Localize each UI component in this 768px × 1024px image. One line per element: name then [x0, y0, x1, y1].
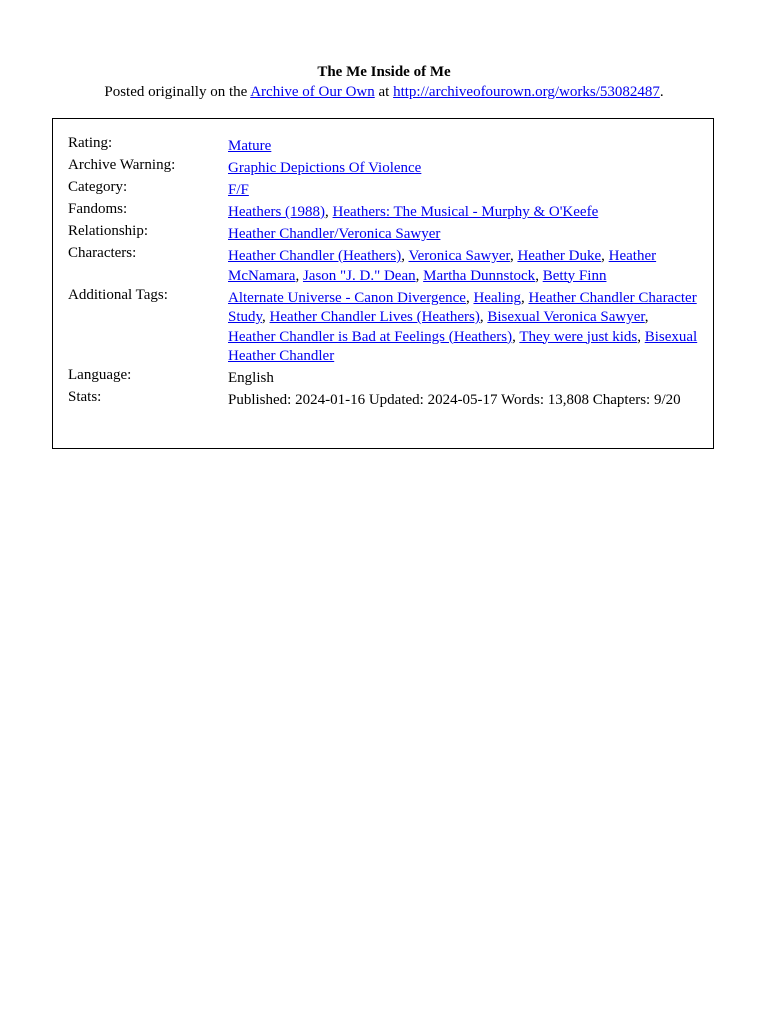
meta-row-tags: [68, 289, 698, 370]
meta-tag-link[interactable]: Martha Dunnstock: [423, 267, 536, 284]
meta-label: Characters:: [68, 245, 137, 261]
meta-label: Fandoms:: [68, 201, 128, 217]
meta-tag-link[interactable]: Heather McNamara: [228, 248, 657, 284]
meta-row-category: [68, 181, 698, 203]
meta-value-fandoms: Heathers (1988), Heathers: The Musical - Murphy & O'Keefe: [228, 204, 599, 220]
meta-value-stats: Published: 2024-01-16 Updated: 2024-05-17 Words: 13,808 Chapters: 9/20: [228, 392, 681, 408]
meta-tag-link[interactable]: Heather Duke: [517, 248, 602, 264]
meta-label: Rating:: [68, 135, 113, 151]
posted-middle: at: [374, 84, 394, 100]
meta-tag-link[interactable]: Bisexual Heather Chandler: [228, 328, 698, 364]
meta-tag-link[interactable]: F/F: [228, 182, 249, 198]
meta-row-relationship: [68, 225, 698, 247]
meta-value-category: [228, 181, 698, 203]
meta-tag-link[interactable]: Heather Chandler is Bad at Feelings (Heathers): [228, 328, 513, 345]
meta-row-language: [68, 369, 698, 391]
meta-row-characters: [68, 247, 698, 289]
meta-tag-link[interactable]: Mature: [228, 138, 272, 154]
meta-tag-link[interactable]: Heather Chandler/Veronica Sawyer: [228, 226, 441, 242]
meta-label: Language:: [68, 367, 132, 383]
meta-tag-link[interactable]: Heather Chandler Character Study: [228, 289, 697, 325]
meta-value-characters: Heather Chandler (Heathers), Veronica Sawyer, Heather Duke, Heather McNamara, Jason "J. D." Dean, Martha Dunnstock, Betty Finn: [228, 248, 657, 284]
meta-value-language: English: [228, 370, 274, 386]
work-url-link[interactable]: http://archiveofourown.org/works/53082487: [393, 84, 660, 100]
meta-tag-link[interactable]: Veronica Sawyer: [408, 248, 510, 264]
work-title: The Me Inside of Me: [317, 64, 451, 80]
meta-label: Additional Tags:: [68, 286, 168, 303]
meta-tag-link[interactable]: Bisexual Veronica Sawyer: [487, 309, 645, 325]
work-meta-table: [68, 137, 698, 413]
meta-tag-link[interactable]: Jason "J. D." Dean: [302, 267, 416, 284]
meta-tag-link[interactable]: Alternate Universe - Canon Divergence: [228, 289, 466, 306]
meta-tag-link[interactable]: Graphic Depictions Of Violence: [228, 160, 422, 176]
meta-tag-link[interactable]: Heather Chandler Lives (Heathers): [269, 309, 480, 325]
posted-prefix: Posted originally on the: [104, 84, 251, 100]
meta-label: Category:: [68, 179, 128, 195]
meta-tag-link[interactable]: They were just kids: [519, 328, 638, 345]
posted-line: [0, 82, 768, 102]
meta-row-warning: [68, 159, 698, 181]
posted-suffix: .: [659, 84, 664, 100]
meta-tag-link[interactable]: Heather Chandler (Heathers): [228, 248, 402, 264]
meta-row-stats: [68, 391, 698, 413]
work-meta-box: [52, 118, 714, 449]
meta-value-tags: Alternate Universe - Canon Divergence, Healing, Heather Chandler Character Study, Heather Chandler Lives (Heathers), Bisexual Veronica Sawyer, Heather Chandler is Bad at Feelings (Heathers), They were just kids, Bisexual Heather Chandler: [228, 289, 698, 364]
meta-tag-link[interactable]: Heathers: The Musical - Murphy & O'Keefe: [332, 204, 599, 220]
meta-row-fandoms: [68, 203, 698, 225]
meta-tag-link[interactable]: Betty Finn: [542, 267, 607, 284]
meta-value-relationship: [228, 225, 698, 247]
meta-value-warning: [228, 159, 698, 181]
meta-value-rating: [228, 137, 698, 159]
meta-tag-link[interactable]: Healing: [473, 289, 521, 306]
meta-tag-link[interactable]: Heathers (1988): [228, 204, 326, 220]
archive-site-link[interactable]: Archive of Our Own: [250, 84, 375, 100]
meta-label: Archive Warning:: [68, 157, 176, 173]
meta-label: Stats:: [68, 389, 102, 405]
meta-label: Relationship:: [68, 223, 148, 239]
meta-row-rating: [68, 137, 698, 159]
